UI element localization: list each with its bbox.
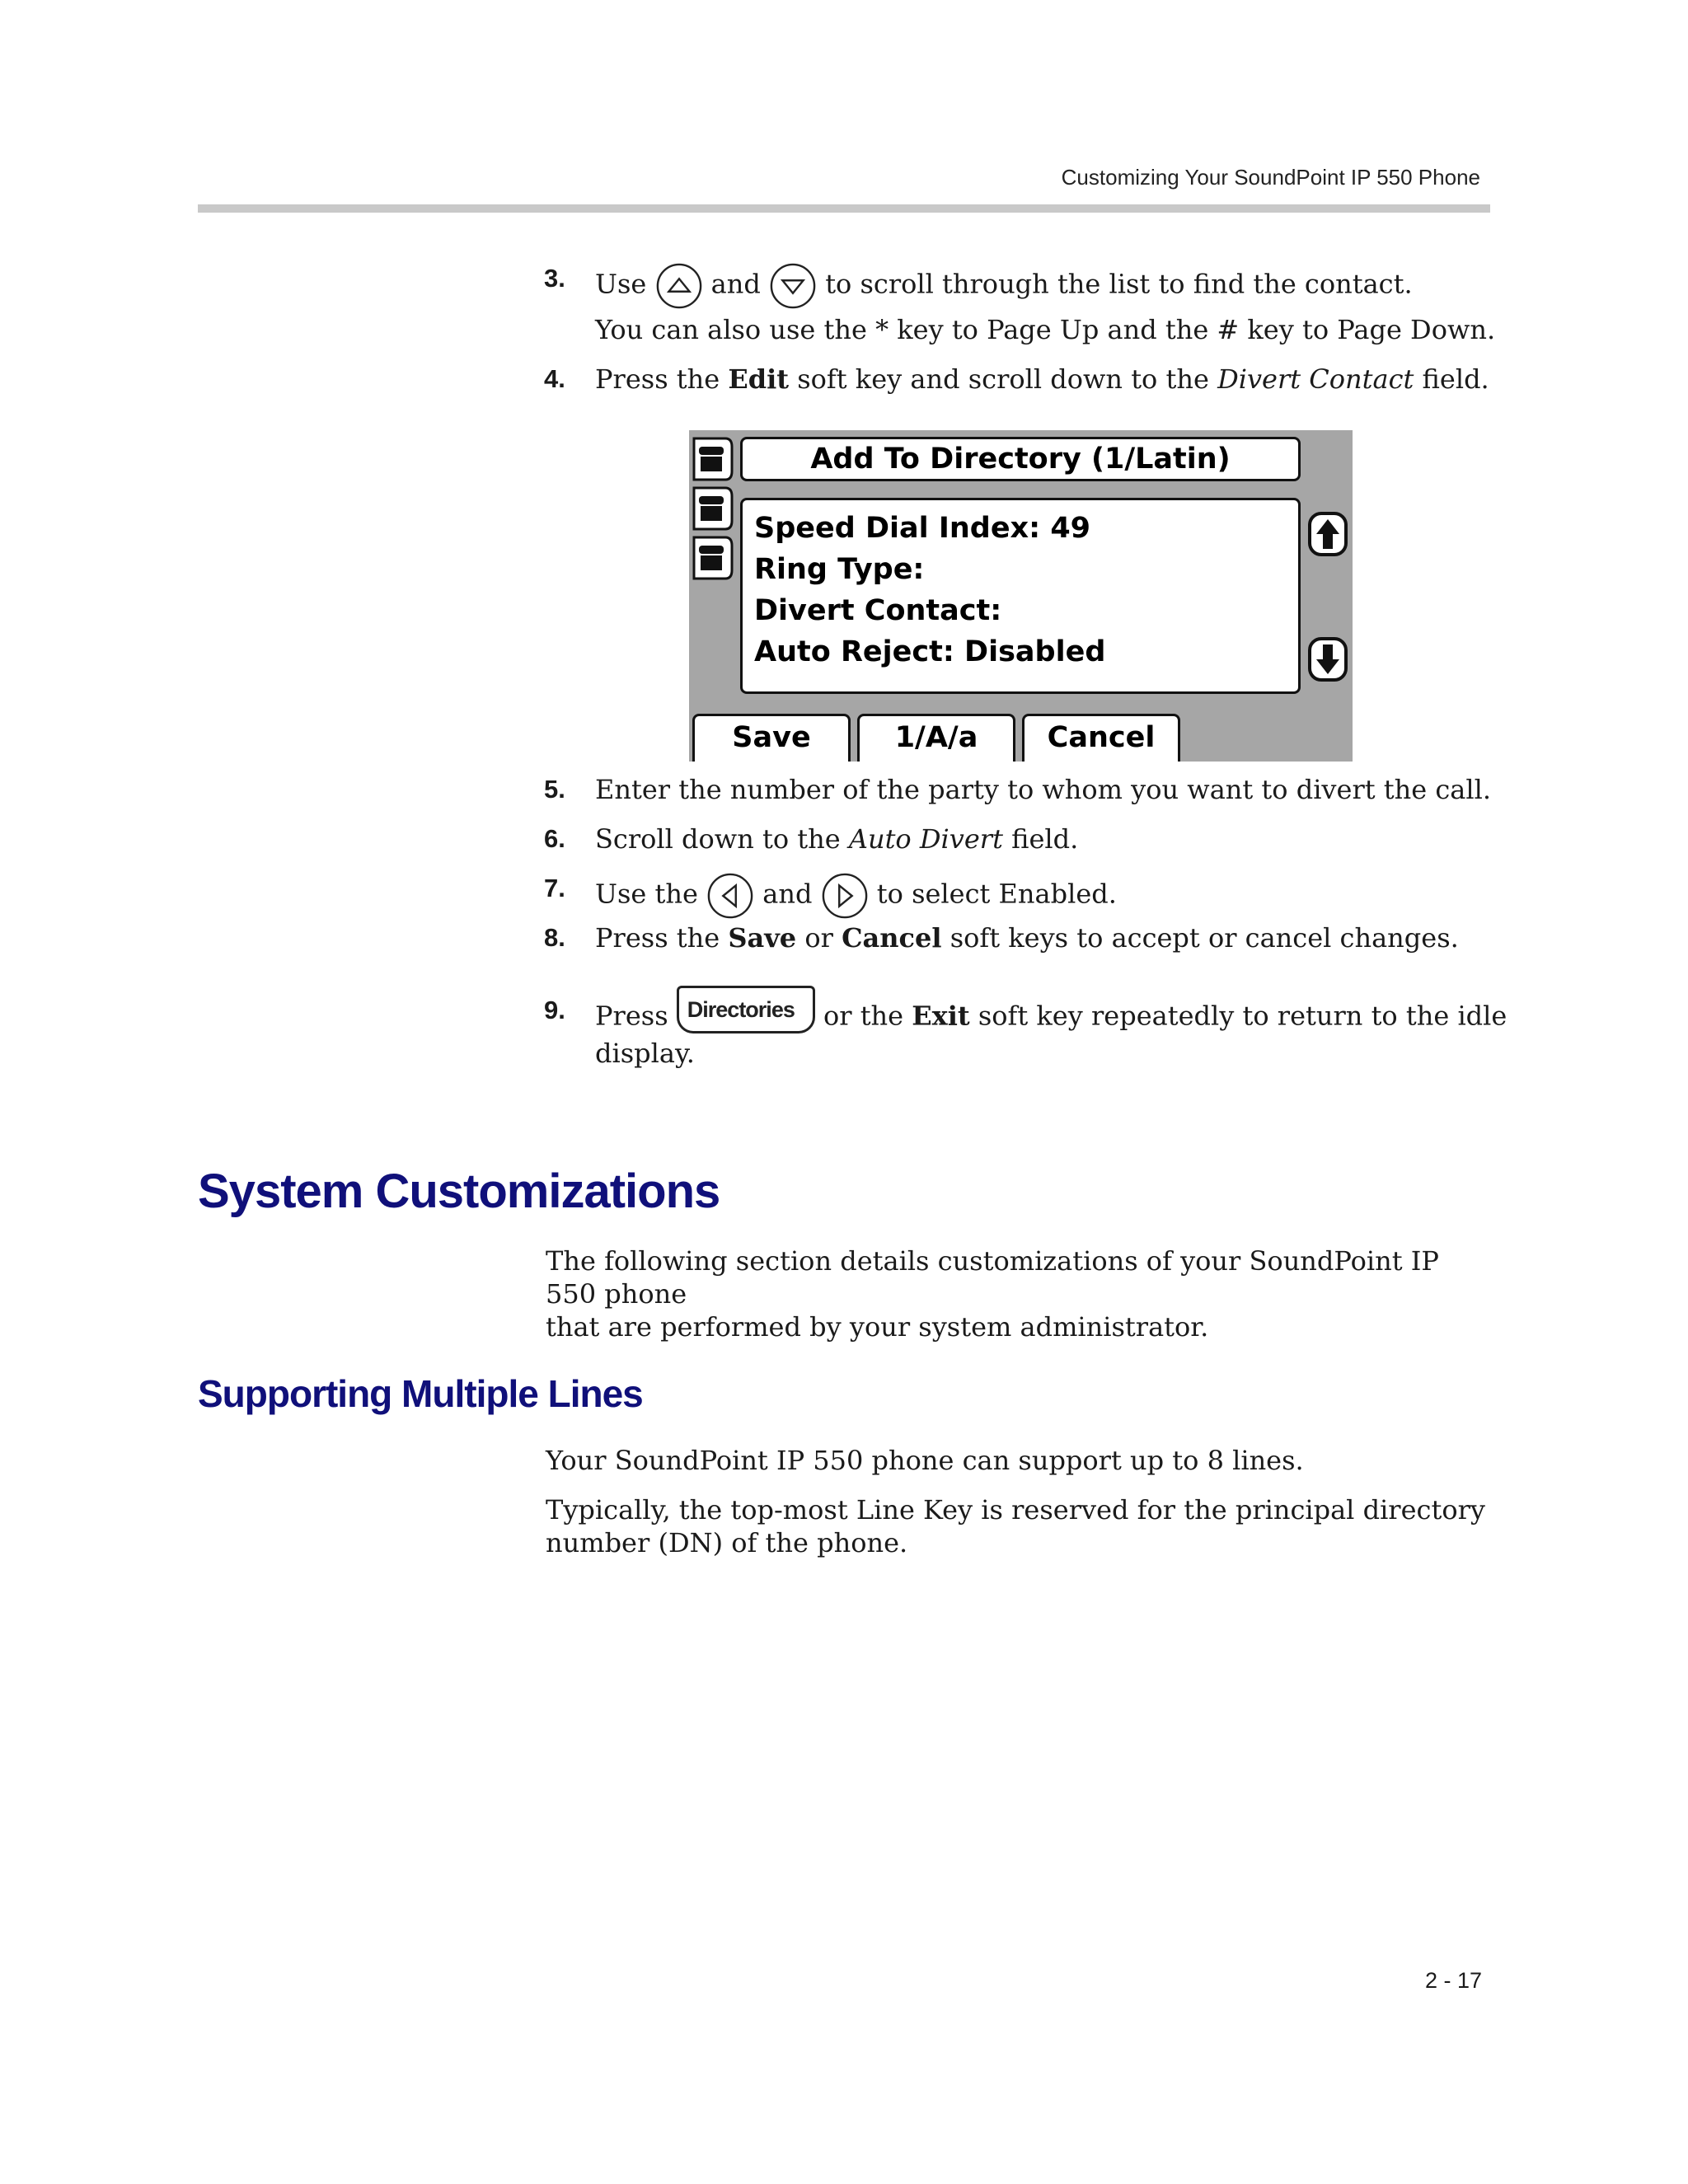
screen-line: Speed Dial Index: 49 bbox=[754, 512, 1091, 545]
directories-key-icon bbox=[677, 986, 815, 1033]
phone-screen bbox=[689, 430, 1353, 762]
auto-divert-label: Auto Divert bbox=[848, 823, 1003, 855]
step-text: to select Enabled. bbox=[876, 878, 1117, 910]
screen-body bbox=[740, 498, 1301, 694]
step-text: Press the bbox=[595, 363, 729, 395]
edit-key-label: Edit bbox=[728, 363, 790, 395]
scroll-down-icon bbox=[1307, 636, 1348, 682]
step-text: Press the bbox=[595, 922, 729, 954]
paragraph-line: The following section details customizations of your SoundPoint IP 550 phone bbox=[546, 1245, 1439, 1310]
step-number: 6. bbox=[544, 824, 565, 853]
phone-line-icon bbox=[691, 435, 734, 582]
softkey-save: Save bbox=[692, 714, 851, 762]
step-text: Use bbox=[595, 268, 647, 300]
up-arrow-key-icon bbox=[655, 262, 703, 310]
header-rule bbox=[198, 204, 1490, 213]
subsection-heading: Supporting Multiple Lines bbox=[198, 1372, 643, 1415]
step-text: display. bbox=[595, 1038, 695, 1069]
left-arrow-key-icon bbox=[706, 872, 754, 920]
step-note: You can also use the * key to Page Up and the # key to Page Down. bbox=[595, 314, 1496, 345]
step-text: or bbox=[796, 922, 842, 954]
step-text: Enter the number of the party to whom you want to divert the call. bbox=[595, 774, 1491, 805]
scroll-up-icon bbox=[1307, 511, 1348, 557]
paragraph-line: Typically, the top-most Line Key is reserved for the principal directory bbox=[546, 1494, 1485, 1526]
step-text: field. bbox=[1414, 363, 1489, 395]
step-text: soft keys to accept or cancel changes. bbox=[941, 922, 1459, 954]
paragraph-line: number (DN) of the phone. bbox=[546, 1527, 908, 1558]
step-number: 4. bbox=[544, 364, 565, 393]
step-text: Press bbox=[595, 1000, 668, 1032]
page-number: 2 - 17 bbox=[1424, 1968, 1482, 1993]
step-text: soft key and scroll down to the bbox=[789, 363, 1218, 395]
down-arrow-key-icon bbox=[769, 262, 817, 310]
step-text: Scroll down to the bbox=[595, 823, 849, 855]
right-arrow-key-icon bbox=[821, 872, 869, 920]
section-heading: System Customizations bbox=[198, 1165, 720, 1218]
step-number: 3. bbox=[544, 264, 565, 293]
step-text: soft key repeatedly to return to the idle bbox=[969, 1000, 1507, 1032]
softkey-mode: 1/A/a bbox=[857, 714, 1015, 762]
cancel-key-label: Cancel bbox=[842, 922, 942, 954]
step-number: 8. bbox=[544, 923, 565, 952]
step-text: field. bbox=[1002, 823, 1079, 855]
step-number: 5. bbox=[544, 775, 565, 804]
paragraph bbox=[546, 1493, 1493, 1559]
paragraph: Your SoundPoint IP 550 phone can support up to 8 lines. bbox=[546, 1445, 1304, 1476]
step-text: Use the bbox=[595, 878, 698, 910]
screen-title: Add To Directory (1/Latin) bbox=[740, 437, 1301, 481]
paragraph-line: that are performed by your system administrator. bbox=[546, 1311, 1209, 1343]
exit-key-label: Exit bbox=[912, 1000, 970, 1032]
softkey-cancel: Cancel bbox=[1022, 714, 1180, 762]
step-number: 9. bbox=[544, 996, 565, 1024]
section-paragraph bbox=[546, 1244, 1493, 1343]
running-header: Customizing Your SoundPoint IP 550 Phone bbox=[1061, 165, 1480, 190]
step-text: to scroll through the list to find the contact. bbox=[825, 268, 1413, 300]
screen-line: Ring Type: bbox=[754, 553, 925, 586]
step-text: and bbox=[710, 268, 761, 300]
screen-line: Auto Reject: Disabled bbox=[754, 635, 1106, 668]
step-text: or the bbox=[814, 1000, 912, 1032]
save-key-label: Save bbox=[728, 922, 797, 954]
divert-contact-label: Divert Contact bbox=[1217, 363, 1414, 395]
step-number: 7. bbox=[544, 874, 565, 902]
step-text: and bbox=[762, 878, 813, 910]
screen-line: Divert Contact: bbox=[754, 594, 1002, 627]
directories-key-label: Directories bbox=[687, 997, 795, 1022]
